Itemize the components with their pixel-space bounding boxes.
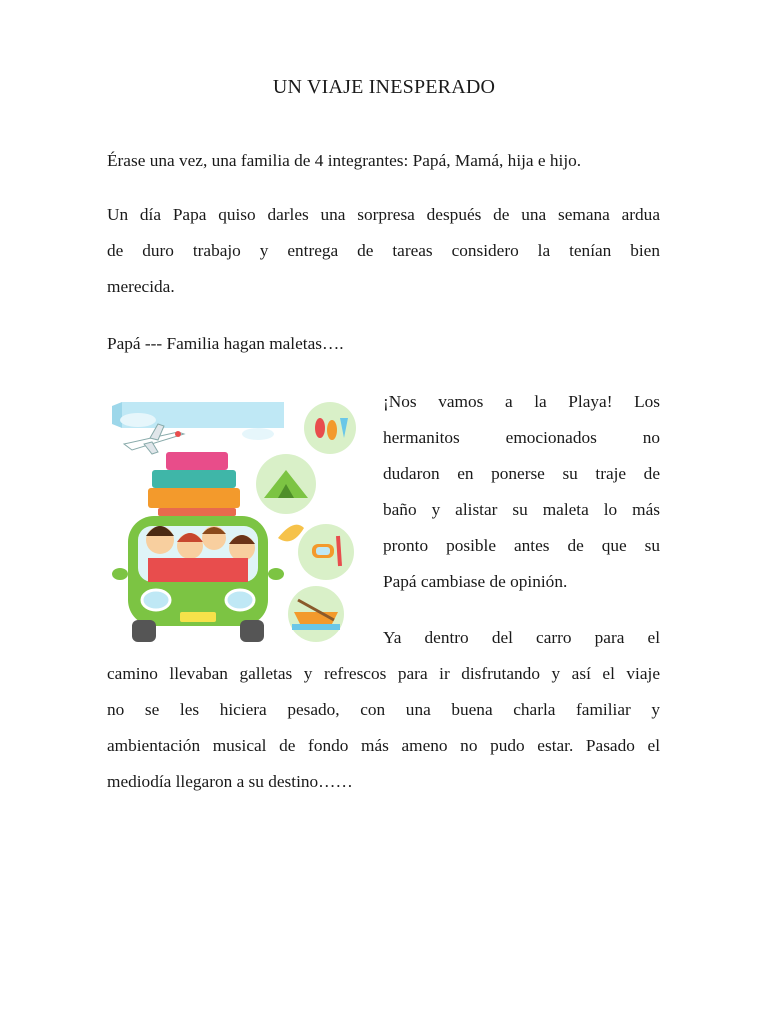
text-line: dudaron en ponerse su traje de xyxy=(383,464,660,483)
text-line: merecida. xyxy=(107,277,175,296)
text-line: Papá cambiase de opinión. xyxy=(383,572,568,591)
text-line: Un día Papa quiso darles una sorpresa después de una semana ardua xyxy=(107,205,660,224)
text-line: mediodía llegaron a su destino…… xyxy=(107,772,353,791)
text-line: de duro trabajo y entrega de tareas considero la tenían bien xyxy=(107,241,660,260)
text-line: ¡Nos vamos a la Playa! Los xyxy=(383,392,660,411)
tent-icon xyxy=(256,454,316,514)
text-line: Ya dentro del carro para el xyxy=(383,628,660,647)
suitcase-icon xyxy=(148,452,240,516)
paragraph-trip xyxy=(107,620,660,800)
paragraph-beach xyxy=(383,384,660,600)
paragraph-intro: Érase una vez, una familia de 4 integrantes: Papá, Mamá, hija e hijo. xyxy=(107,151,582,170)
airplane-icon xyxy=(124,424,184,454)
snorkel-icon xyxy=(298,524,354,580)
text-line: no se les hiciera pesado, con una buena charla familiar y xyxy=(107,700,660,719)
text-line: ambientación musical de fondo más ameno no pudo estar. Pasado el xyxy=(107,736,660,755)
text-line: hermanitos emocionados no xyxy=(383,428,660,447)
text-line: baño y alistar su maleta lo más xyxy=(383,500,660,519)
flip-flops-icon xyxy=(304,402,356,454)
family-car-illustration xyxy=(108,388,358,650)
paragraph-dialog: Papá --- Familia hagan maletas…. xyxy=(107,334,344,353)
paragraph-surprise xyxy=(107,197,660,305)
text-line: pronto posible antes de que su xyxy=(383,536,660,555)
text-line: camino llevaban galletas y refrescos para ir disfrutando y así el viaje xyxy=(107,664,660,683)
document-title: UN VIAJE INESPERADO xyxy=(272,76,496,98)
